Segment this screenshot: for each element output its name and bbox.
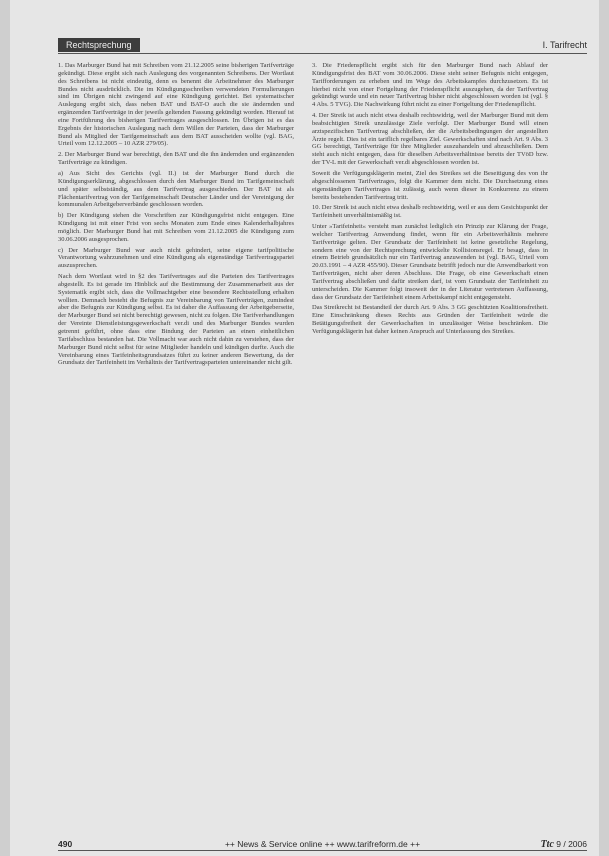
- paragraph: 2. Der Marburger Bund war berechtigt, den BAT und die ihn ändernden und ergänzenden Tarifverträge zu kündigen.: [58, 151, 294, 167]
- paragraph: Unter »Tarifeinheit« versteht man zunächst lediglich ein Prinzip zur Klärung der Frage, welcher Tarifvertrag Anwendung findet, wenn für ein Arbeitsverhältnis mehrere Tarifverträge gelten. Der Grundsatz der Tarifeinheit ist keine gesetzliche Regelung, sondern eine von der Rechtsprechung entwickelte Kollisionsregel. Er besagt, dass in einem Betrieb grundsätzlich nur ein Tarifvertrag anzuwenden ist (vgl. BAG, Urteil vom 20.03.1991 – 4 AZR 455/90). Dieser Grundsatz betrifft jedoch nur die Anwendbarkeit von Tarifverträgen, nicht aber deren Abschluss. Die Frage, ob eine Gewerkschaft einen Tarifvertrag abschließen und dafür streiken darf, ist vom Grundsatz der Tarifeinheit zu unterscheiden. Die Kammer folgt insoweit der in der Literatur vertretenen Auffassung, dass der Grundsatz der Tarifeinheit einem Arbeitskampf nicht entgegensteht.: [312, 223, 548, 301]
- paragraph: c) Der Marburger Bund war auch nicht gehindert, seine eigene tarifpolitische Verantwortung wahrzunehmen und eine Kündigung als eigenständige Tarifvertragspartei auszusprechen.: [58, 246, 294, 270]
- journal-issue: [541, 839, 587, 850]
- paragraph: Das Streikrecht ist Bestandteil der durch Art. 9 Abs. 3 GG geschützten Koalitionsfreiheit. Eine Einschränkung dieses Rechts aus Gründen der Tarifeinheit würde die Betätigungsfreiheit der Gewerkschaften in unzulässiger Weise beschränken. Die Verfügungsklägerin hat daher keinen Anspruch auf Unterlassung des Streikes.: [312, 304, 548, 335]
- paragraph: Nach dem Wortlaut wird in §2 des Tarifvertrages auf die Parteien des Tarifvertrages abgestellt. Es ist gerade im Hinblick auf die Bestimmung der Zusammenarbeit aus der Systematik ergibt sich, dass die Vollmachtgeber eine besondere Rechtsstellung erhalten wollten. Demnach besteht die Befugnis zur Vereinbarung von Tarifverträgen, zumindest aber die Befugnis zur Kündigung selbst. Es ist daher die Auffassung der Arbeitgeberseite, der Marburger Bund sei nicht berechtigt gewesen, nicht zu folgen. Die Tarifverhandlungen der Vereinte Dienstleistungsgewerkschaft ver.di und des Marburger Bundes wurden getrennt geführt, ohne dass eine Bindung der Parteien an einen einheitlichen Tarifabschluss bestanden hat. Die Vollmacht war auch nicht dahin zu verstehen, dass der Marburger Bund nicht selbst für seine Mitglieder handeln und kündigen durfte. Auch die Vereinbarung eines Tarifeinheitsgrundsatzes führt zu keiner anderen Bewertung, da der Grundsatz der Tarifeinheit im Verhältnis der Tarifvertragsparteien untereinander nicht gilt.: [58, 273, 294, 367]
- scan-gutter-right: [599, 0, 609, 856]
- paragraph: 1. Das Marburger Bund hat mit Schreiben vom 21.12.2005 seine bisherigen Tarifverträge gekündigt. Diese ergibt sich nach Auslegung des vorgenannten Schreibens. Der Wortlaut des Schreibens ist nicht eindeutig, denn es benennt die Arbeitnehmer des Marburger Bundes nicht ausdrücklich. Die im Kündigungsschreiben verwendeten Formulierungen sind im Übrigen nicht zwingend auf eine Kündigung gerichtet. Bei systematischer Auslegung ergibt sich, dass neben BAT und BAT-O auch die sie ändernden und ergänzenden Tarifverträge in der jeweils geltenden Fassung gekündigt worden. Hierauf ist eine Fortführung des bisherigen Tarifvertrages ausgeschlossen. Im Übrigen ist es das Ergebnis der historischen Auslegung nach dem Willen der Parteien, dass der Marburger Bund als Mitglied der Tarifgemeinschaft aus dem BAT ausscheiden wollte (vgl. BAG, Urteil vom 12.12.2005 – 10 AZR 279/05).: [58, 62, 294, 148]
- section-title: I. Tarifrecht: [542, 40, 587, 50]
- paragraph: 10. Der Streik ist auch nicht etwa deshalb rechtswidrig, weil er aus dem Gesichtspunkt der Tarifeinheit unverhältnismäßig ist.: [312, 204, 548, 220]
- right-column: [312, 62, 548, 832]
- paragraph: Soweit die Verfügungsklägerin meint, Ziel des Streikes sei die Beseitigung des von ihr abgeschlossenen Tarifvertrages, folgt die Kammer dem nicht. Die Durchsetzung eines eigenständigen Tarifvertrages ist zulässig, auch wenn dieser in Konkurrenz zu einem bereits bestehenden Tarifvertrag tritt.: [312, 169, 548, 201]
- header-divider: [58, 53, 587, 54]
- page-number: 490: [58, 839, 73, 849]
- left-column: [58, 62, 294, 832]
- paragraph: 3. Die Friedenspflicht ergibt sich für den Marburger Bund nach Ablauf der Kündigungsfrist des BAT vom 30.06.2006. Diese steht seiner Befugnis nicht entgegen, Tarifforderungen zu erheben und im Wege des Arbeitskampfes durchzusetzen. Es ist hierbei nicht von einer Fortgeltung der Friedenspflicht auszugehen, da der Tarifvertrag gekündigt wurde und ein neuer Tarifvertrag bisher nicht abgeschlossen worden ist (vgl. § 4 Abs. 5 TVG). Die Nachwirkung führt nicht zu einer Fortgeltung der Friedenspflicht.: [312, 62, 548, 109]
- paragraph: 4. Der Streik ist auch nicht etwa deshalb rechtswidrig, weil der Marburger Bund mit dem beabsichtigten Streik unzulässige Ziele verfolgt. Der Marburger Bund will einen arztspezifischen Tarifvertrag abschließen, der die Arbeitsbedingungen der angestellten Ärzte regelt. Dies ist ein tariflich regelbares Ziel. Gewerkschaften sind nach Art. 9 Abs. 3 GG berechtigt, Tarifverträge für ihre Mitglieder auszuhandeln und abzuschließen. Dem steht auch nicht entgegen, dass für dieselben Arbeitsverhältnisse bereits der TVöD bzw. der TV-L mit der Gewerkschaft ver.di abgeschlossen worden ist.: [312, 112, 548, 167]
- page-footer: [58, 839, 587, 856]
- paragraph: b) Der Kündigung stehen die Vorschriften zur Kündigungsfrist nicht entgegen. Eine Kündigung ist mit einer Frist von sechs Monaten zum Ende eines Kalenderhalbjahres möglich. Der Marburger Bund hat mit Schreiben vom 21.12.2005 die Kündigung zum 30.06.2006 ausgesprochen.: [58, 212, 294, 243]
- rubric-label: Rechtsprechung: [58, 38, 140, 52]
- journal-logo: Ttc: [540, 839, 554, 850]
- paragraph: a) Aus Sicht des Gerichts (vgl. II.) ist der Marburger Bund durch die Kündigungserklärung, abgeschlossen durch den Marburger Bund im Tarifgemeinschaft und später selbstständig, aus dem Tarifvertrag ausgeschieden. Der BAT ist als Flächentarifvertrag von der Tarifgemeinschaft Deutscher Länder und der Vereinigung der kommunalen Arbeitgeberverbände geschlossen worden.: [58, 169, 294, 209]
- issue-number: 9 / 2006: [556, 839, 587, 849]
- page-header: [58, 38, 587, 53]
- scan-gutter-left: [0, 0, 10, 856]
- footer-url[interactable]: ++ News & Service online ++ www.tarifreform.de ++: [224, 839, 421, 849]
